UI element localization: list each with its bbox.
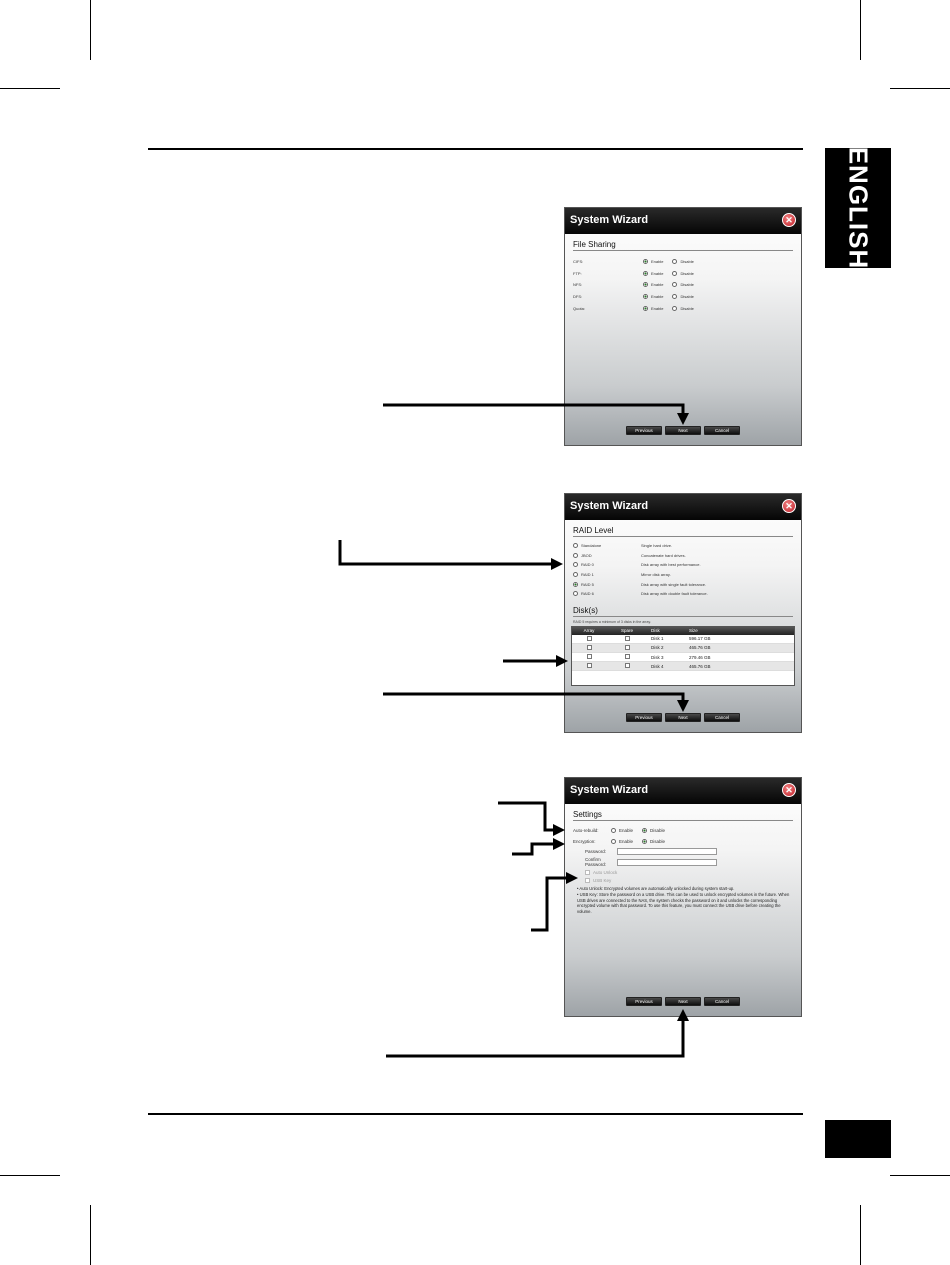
ftp-row <box>573 268 793 280</box>
disable-radio[interactable]: Disable <box>642 839 665 844</box>
footer-rule <box>148 1113 803 1115</box>
close-icon[interactable]: ✕ <box>782 499 796 513</box>
confirm-password-input[interactable] <box>617 859 717 866</box>
spare-checkbox[interactable] <box>625 645 630 650</box>
table-header: Array Spare Disk Size <box>572 627 794 635</box>
table-row: Disk 4 465.76 GB <box>572 662 794 671</box>
dialog-title: System Wizard <box>570 784 649 796</box>
spare-checkbox[interactable] <box>625 654 630 659</box>
raid-level-option[interactable]: RAID 5 Disk array with single fault tolerance. <box>573 579 793 589</box>
table-row: Disk 3 279.46 GB <box>572 653 794 662</box>
array-checkbox[interactable] <box>587 663 592 668</box>
enable-radio[interactable]: Enable <box>643 294 663 299</box>
auto-rebuild-row: Auto-rebuild: Enable Disable <box>573 828 666 833</box>
raid-level-desc: Disk array with best performance. <box>641 562 701 568</box>
raid-dialog <box>564 493 802 733</box>
crop-mark <box>90 0 91 60</box>
cifs-row <box>573 256 793 268</box>
arrow-to-next-button-3 <box>386 1012 683 1056</box>
settings-options <box>573 825 793 884</box>
disable-radio[interactable]: Disable <box>672 294 693 299</box>
row-label: DFS: <box>573 294 583 300</box>
disks-table <box>571 626 795 686</box>
raid-level-option[interactable]: Standalone Single hard drive. <box>573 541 793 551</box>
cancel-button[interactable]: Cancel <box>704 713 740 722</box>
page-number-box <box>825 1120 891 1158</box>
cancel-button[interactable]: Cancel <box>704 426 740 435</box>
dialog-header <box>565 778 801 804</box>
header-rule <box>148 148 803 150</box>
row-label: CIFS: <box>573 259 584 265</box>
raid-level-option[interactable]: RAID 0 Disk array with best performance. <box>573 560 793 570</box>
row-label: NFS: <box>573 282 583 288</box>
enable-radio[interactable]: Enable <box>611 828 633 833</box>
previous-button[interactable]: Previous <box>626 713 662 722</box>
dialog-title: System Wizard <box>570 500 649 512</box>
settings-dialog <box>564 777 802 1017</box>
raid-level-title: RAID Level <box>573 526 793 537</box>
dfs-row <box>573 291 793 303</box>
next-button[interactable]: Next <box>665 426 701 435</box>
crop-mark <box>860 0 861 60</box>
raid-level-desc: Mirror disk array. <box>641 572 671 578</box>
enable-radio[interactable]: Enable <box>643 259 663 264</box>
file-sharing-dialog <box>564 207 802 446</box>
password-row: Password: <box>585 847 793 856</box>
row-label: FTP: <box>573 270 582 276</box>
next-button[interactable]: Next <box>665 997 701 1006</box>
disable-radio[interactable]: Disable <box>642 828 665 833</box>
enable-radio[interactable]: Enable <box>643 282 663 287</box>
quota-row <box>573 302 793 314</box>
crop-mark <box>890 88 950 89</box>
button-bar <box>565 713 801 722</box>
dialog-title: System Wizard <box>570 214 649 226</box>
array-checkbox[interactable] <box>587 636 592 641</box>
disable-radio[interactable]: Disable <box>672 259 693 264</box>
help-text-auto-unlock: • Auto Unlock: Encrypted volumes are automatically unlocked during system start-up. <box>577 886 735 891</box>
language-tab <box>825 148 891 268</box>
enable-radio[interactable]: Enable <box>643 271 663 276</box>
previous-button[interactable]: Previous <box>626 426 662 435</box>
raid-level-desc: Disk array with double fault tolerance. <box>641 591 708 597</box>
row-label: Quota: <box>573 305 586 311</box>
disable-radio[interactable]: Disable <box>672 282 693 287</box>
section-title: File Sharing <box>573 240 793 251</box>
raid-level-option[interactable]: JBOD Concatenate hard drives. <box>573 551 793 561</box>
raid-level-list <box>573 541 793 599</box>
language-tab-label: ENGLISH <box>843 146 874 270</box>
cancel-button[interactable]: Cancel <box>704 997 740 1006</box>
raid-level-desc: Concatenate hard drives. <box>641 552 686 558</box>
arrow-to-raid-level <box>340 540 560 564</box>
section-title: Settings <box>573 810 793 821</box>
previous-button[interactable]: Previous <box>626 997 662 1006</box>
file-sharing-options <box>573 256 793 314</box>
help-text-usb-key: • USB Key: Store the password on a USB drive. This can be used to unlock encrypted volumes in the future. When USB drives are connected to the NAS, the system checks the password on it and unlocks the corresponding encrypted volume with that password. To use this feature, you must connect the USB drive before creating the volume. <box>577 892 790 914</box>
disks-note: RAID 5 requires a minimum of 3 disks in the array. <box>573 619 651 624</box>
arrow-to-encryption <box>512 844 562 854</box>
crop-mark <box>860 1205 861 1265</box>
disable-radio[interactable]: Disable <box>672 306 693 311</box>
raid-level-option[interactable]: RAID 1 Mirror disk array. <box>573 570 793 580</box>
confirm-password-row: Confirm Password: <box>585 856 793 868</box>
raid-level-desc: Single hard drive. <box>641 543 673 549</box>
dialog-header <box>565 208 801 234</box>
array-checkbox[interactable] <box>587 645 592 650</box>
next-button[interactable]: Next <box>665 713 701 722</box>
auto-unlock-checkbox[interactable]: Auto Unlock <box>585 868 793 876</box>
close-icon[interactable]: ✕ <box>782 213 796 227</box>
dialog-header <box>565 494 801 520</box>
spare-checkbox[interactable] <box>625 636 630 641</box>
button-bar <box>565 426 801 435</box>
disable-radio[interactable]: Disable <box>672 271 693 276</box>
crop-mark <box>890 1175 950 1176</box>
table-row: Disk 2 465.76 GB <box>572 644 794 653</box>
disks-title: Disk(s) <box>573 606 793 617</box>
raid-level-option[interactable]: RAID 6 Disk array with double fault tolerance. <box>573 589 793 599</box>
crop-mark <box>90 1205 91 1265</box>
enable-radio[interactable]: Enable <box>611 839 633 844</box>
password-input[interactable] <box>617 848 717 855</box>
array-checkbox[interactable] <box>587 654 592 659</box>
spare-checkbox[interactable] <box>625 663 630 668</box>
crop-mark <box>0 88 60 89</box>
table-row: Disk 1 596.17 GB <box>572 635 794 644</box>
nfs-row <box>573 279 793 291</box>
crop-mark <box>0 1175 60 1176</box>
raid-level-desc: Disk array with single fault tolerance. <box>641 581 707 587</box>
close-icon[interactable]: ✕ <box>782 783 796 797</box>
encryption-row: Encryption: Enable Disable <box>573 839 666 844</box>
usb-key-checkbox[interactable]: USB Key <box>585 876 793 884</box>
arrow-to-auto-rebuild <box>498 803 562 830</box>
button-bar <box>565 997 801 1006</box>
enable-radio[interactable]: Enable <box>643 306 663 311</box>
